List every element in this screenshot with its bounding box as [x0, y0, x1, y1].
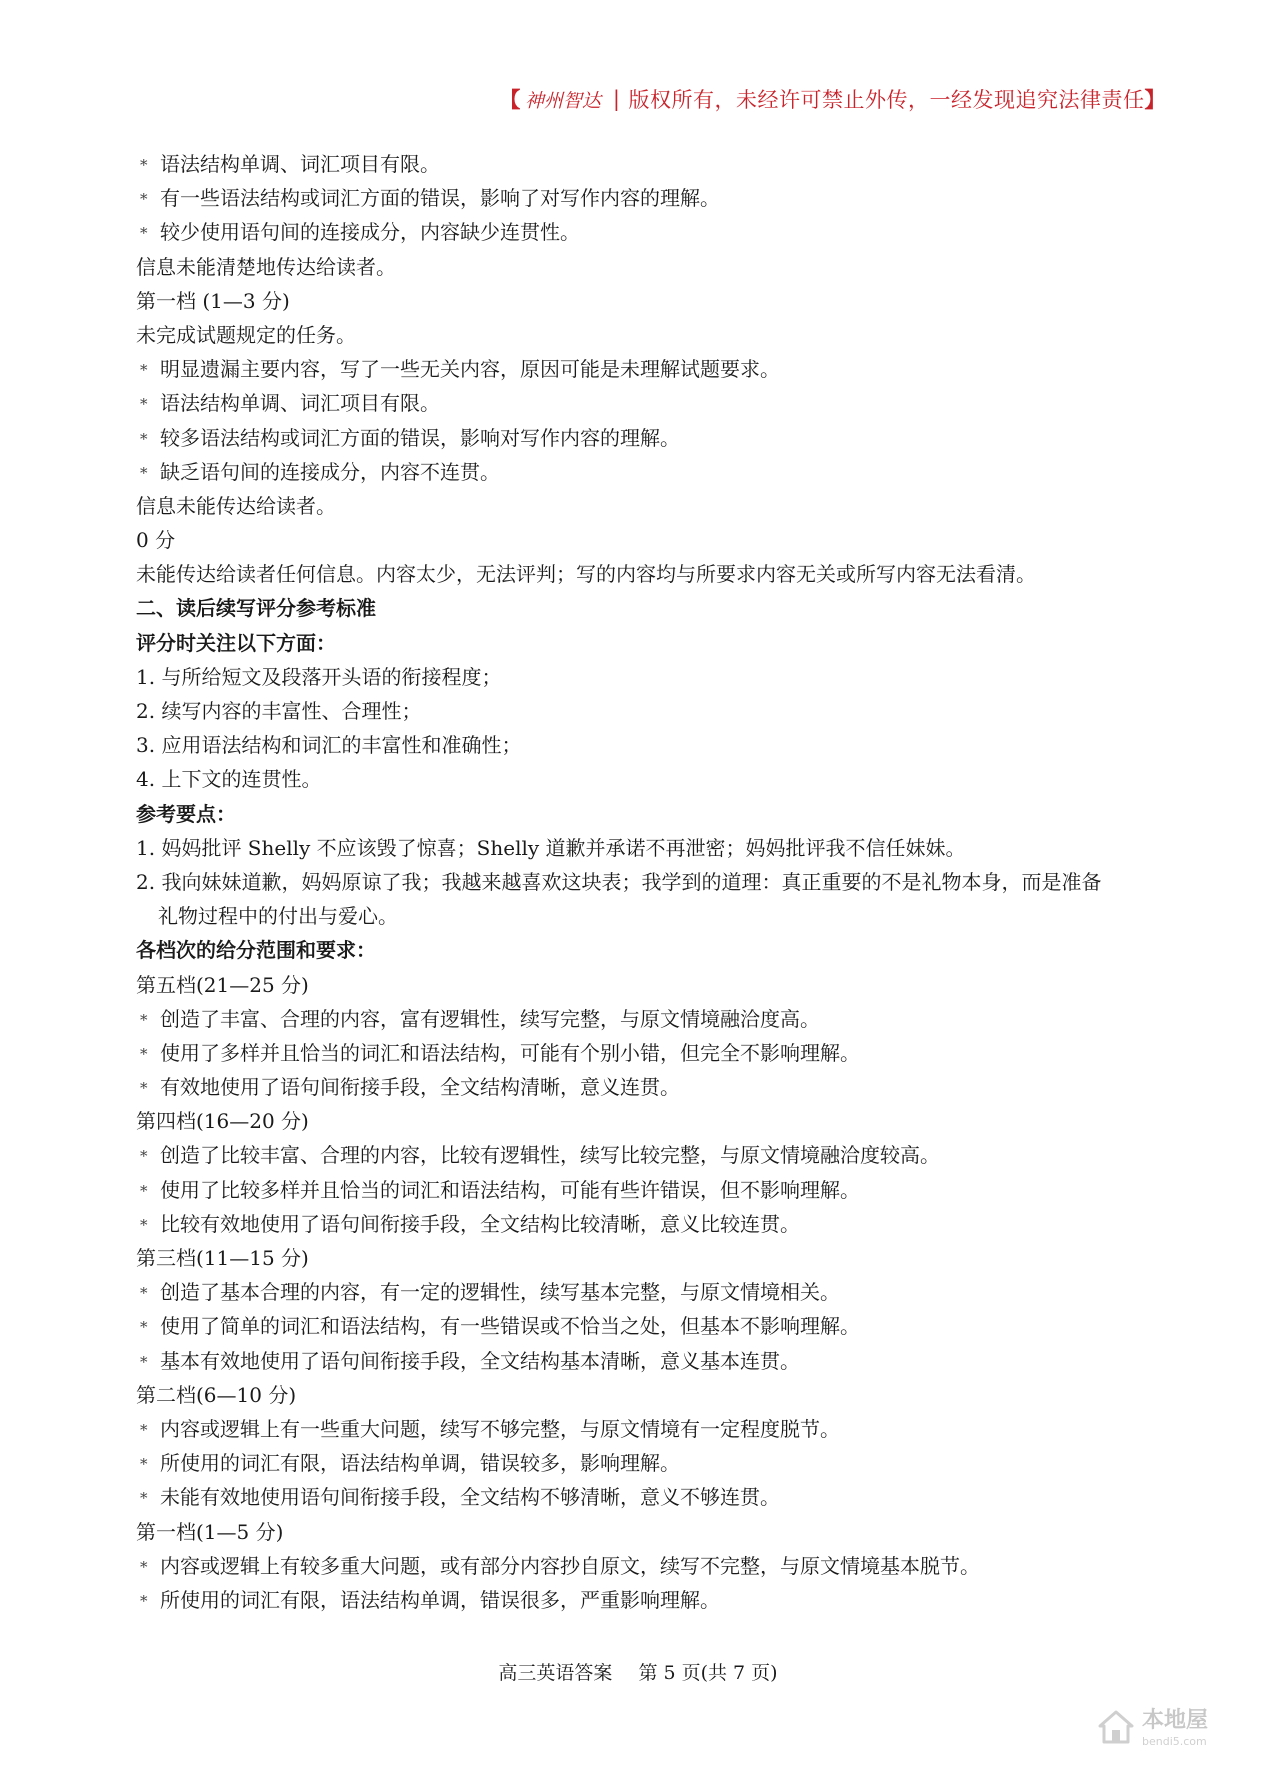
bullet-item: [136, 352, 1146, 386]
line-text: 语法结构单调、词汇项目有限。: [160, 391, 440, 416]
line-text: 未能有效地使用语句间衔接手段，全文结构不够清晰，意义不够连贯。: [160, 1485, 780, 1510]
bullet-star-icon: *: [140, 1010, 148, 1029]
bullet-star-icon: *: [140, 1044, 148, 1063]
text-line: [136, 694, 1146, 728]
text-line: [136, 250, 1146, 284]
text-line: [136, 831, 1146, 865]
bullet-star-icon: *: [140, 1215, 148, 1234]
bullet-star-icon: *: [140, 1181, 148, 1200]
line-text: 创造了丰富、合理的内容，富有逻辑性，续写完整，与原文情境融洽度高。: [160, 1006, 820, 1031]
bullet-item: [136, 147, 1146, 181]
text-line: [136, 557, 1146, 591]
section-heading: [136, 797, 1146, 831]
line-text: 使用了简单的词汇和语法结构，有一些错误或不恰当之处，但基本不影响理解。: [160, 1314, 860, 1339]
page-footer: [0, 1658, 1276, 1685]
text-line: [136, 899, 1146, 933]
bullet-star-icon: *: [140, 156, 148, 174]
document-body: [136, 147, 1146, 1617]
line-text: 内容或逻辑上有较多重大问题，或有部分内容抄自原文，续写不完整，与原文情境基本脱节。: [160, 1553, 980, 1578]
bullet-star-icon: *: [140, 1455, 148, 1474]
bullet-star-icon: *: [140, 1318, 148, 1337]
line-text: 第一档 (1—3 分): [136, 288, 290, 313]
bullet-star-icon: *: [140, 361, 148, 380]
line-text: 第二档(6—10 分): [136, 1382, 297, 1407]
line-text: 各档次的给分范围和要求：: [136, 938, 376, 963]
line-text: 信息未能清楚地传达给读者。: [136, 254, 396, 279]
text-line: [136, 318, 1146, 352]
line-text: 二、读后续写评分参考标准: [136, 596, 376, 621]
line-text: 有效地使用了语句间衔接手段，全文结构清晰，意义连贯。: [160, 1075, 680, 1100]
footer-subject: 高三英语答案: [498, 1662, 613, 1684]
line-text: 3. 应用语法结构和词汇的丰富性和准确性；: [136, 733, 522, 758]
line-text: 第三档(11—15 分): [136, 1246, 309, 1270]
line-text: 比较有效地使用了语句间衔接手段，全文结构比较清晰，意义比较连贯。: [160, 1211, 800, 1236]
line-text: 所使用的词汇有限，语法结构单调，错误较多，影响理解。: [160, 1451, 680, 1476]
line-text: 所使用的词汇有限，语法结构单调，错误很多，严重影响理解。: [160, 1587, 720, 1612]
house-icon: [1096, 1708, 1136, 1748]
bullet-item: [136, 215, 1146, 249]
line-text: 2. 我向妹妹道歉，妈妈原谅了我；我越来越喜欢这块表；我学到的道理：真正重要的不是礼物本身，而是准备: [136, 869, 1102, 894]
text-line: [136, 660, 1146, 694]
text-line: [136, 1241, 1146, 1275]
line-text: 较少使用语句间的连接成分，内容缺少连贯性。: [160, 220, 580, 245]
line-text: 第五档(21—25 分): [136, 972, 309, 997]
bullet-item: [136, 1549, 1146, 1583]
text-line: [136, 1104, 1146, 1138]
bullet-item: [136, 1344, 1146, 1378]
watermark-url: bendi5.com: [1142, 1734, 1207, 1748]
line-text: 有一些语法结构或词汇方面的错误，影响了对写作内容的理解。: [160, 186, 720, 211]
bullet-item: [136, 1309, 1146, 1343]
section-heading: [136, 591, 1146, 625]
bullet-star-icon: *: [140, 1079, 148, 1098]
bullet-star-icon: *: [140, 1420, 148, 1439]
bullet-item: [136, 1070, 1146, 1104]
close-bracket: 】: [1144, 87, 1166, 112]
line-text: 1. 与所给短文及段落开头语的衔接程度；: [136, 664, 502, 689]
bullet-star-icon: *: [140, 1557, 148, 1576]
text-line: [136, 865, 1146, 899]
bullet-star-icon: *: [140, 190, 148, 209]
text-line: [136, 1378, 1146, 1412]
bullet-star-icon: *: [140, 395, 148, 414]
section-heading: [136, 933, 1146, 967]
text-line: [136, 489, 1146, 523]
line-text: 礼物过程中的付出与爱心。: [158, 904, 398, 929]
line-text: 未能传达给读者任何信息。内容太少，无法评判；写的内容均与所要求内容无关或所写内容无法看清。: [136, 562, 1036, 587]
bullet-item: [136, 1275, 1146, 1309]
text-line: [136, 968, 1146, 1002]
bullet-item: [136, 1583, 1146, 1617]
bullet-item: [136, 1173, 1146, 1207]
line-text: 信息未能传达给读者。: [136, 493, 336, 518]
bullet-star-icon: *: [140, 1284, 148, 1303]
text-line: [136, 1515, 1146, 1549]
section-heading: [136, 626, 1146, 660]
line-text: 1. 妈妈批评 Shelly 不应该毁了惊喜；Shelly 道歉并承诺不再泄密；妈妈批评我不信任妹妹。: [136, 835, 966, 860]
bullet-item: [136, 1480, 1146, 1514]
bullet-item: [136, 1138, 1146, 1172]
line-text: 使用了多样并且恰当的词汇和语法结构，可能有个别小错，但完全不影响理解。: [160, 1040, 860, 1065]
bullet-item: [136, 455, 1146, 489]
footer-page-number: 第 5 页(共 7 页): [638, 1662, 778, 1684]
watermark-name: 本地屋: [1142, 1707, 1209, 1733]
open-bracket: 【: [499, 87, 521, 112]
bullet-item: [136, 1036, 1146, 1070]
text-line: [136, 284, 1146, 318]
line-text: 2. 续写内容的丰富性、合理性；: [136, 699, 422, 723]
line-text: 第一档(1—5 分): [136, 1519, 284, 1544]
line-text: 第四档(16—20 分): [136, 1109, 309, 1134]
bullet-item: [136, 1412, 1146, 1446]
line-text: 0 分: [136, 528, 176, 553]
line-text: 创造了基本合理的内容，有一定的逻辑性，续写基本完整，与原文情境相关。: [160, 1280, 840, 1305]
bullet-star-icon: *: [140, 429, 148, 448]
bullet-star-icon: *: [140, 1591, 148, 1610]
bullet-item: [136, 386, 1146, 420]
bullet-item: [136, 1446, 1146, 1480]
line-text: 语法结构单调、词汇项目有限。: [160, 152, 440, 176]
bullet-item: [136, 421, 1146, 455]
text-line: [136, 762, 1146, 796]
bullet-star-icon: *: [140, 224, 148, 243]
line-text: 评分时关注以下方面：: [136, 630, 336, 655]
copyright-text: 版权所有，未经许可禁止外传，一经发现追究法律责任: [628, 88, 1145, 112]
text-line: [136, 523, 1146, 557]
line-text: 明显遗漏主要内容，写了一些无关内容，原因可能是未理解试题要求。: [160, 357, 780, 382]
line-text: 未完成试题规定的任务。: [136, 322, 356, 347]
line-text: 4. 上下文的连贯性。: [136, 767, 322, 792]
bullet-star-icon: *: [140, 1352, 148, 1371]
text-line: [136, 728, 1146, 762]
bullet-star-icon: *: [140, 463, 148, 482]
line-text: 较多语法结构或词汇方面的错误，影响对写作内容的理解。: [160, 425, 680, 450]
publisher-logo: 神州智达: [524, 89, 601, 112]
line-text: 参考要点：: [136, 801, 236, 826]
line-text: 使用了比较多样并且恰当的词汇和语法结构，可能有些许错误，但不影响理解。: [160, 1177, 860, 1202]
header-separator: |: [612, 87, 621, 111]
bullet-item: [136, 1002, 1146, 1036]
line-text: 缺乏语句间的连接成分，内容不连贯。: [160, 459, 500, 484]
bullet-star-icon: *: [140, 1147, 148, 1166]
line-text: 创造了比较丰富、合理的内容，比较有逻辑性，续写比较完整，与原文情境融洽度较高。: [160, 1143, 940, 1168]
site-watermark: [1096, 1700, 1246, 1756]
line-text: 基本有效地使用了语句间衔接手段，全文结构基本清晰，意义基本连贯。: [160, 1348, 800, 1373]
bullet-item: [136, 181, 1146, 215]
bullet-item: [136, 1207, 1146, 1241]
copyright-notice: [499, 84, 1166, 114]
bullet-star-icon: *: [140, 1489, 148, 1508]
line-text: 内容或逻辑上有一些重大问题，续写不够完整，与原文情境有一定程度脱节。: [160, 1416, 840, 1441]
